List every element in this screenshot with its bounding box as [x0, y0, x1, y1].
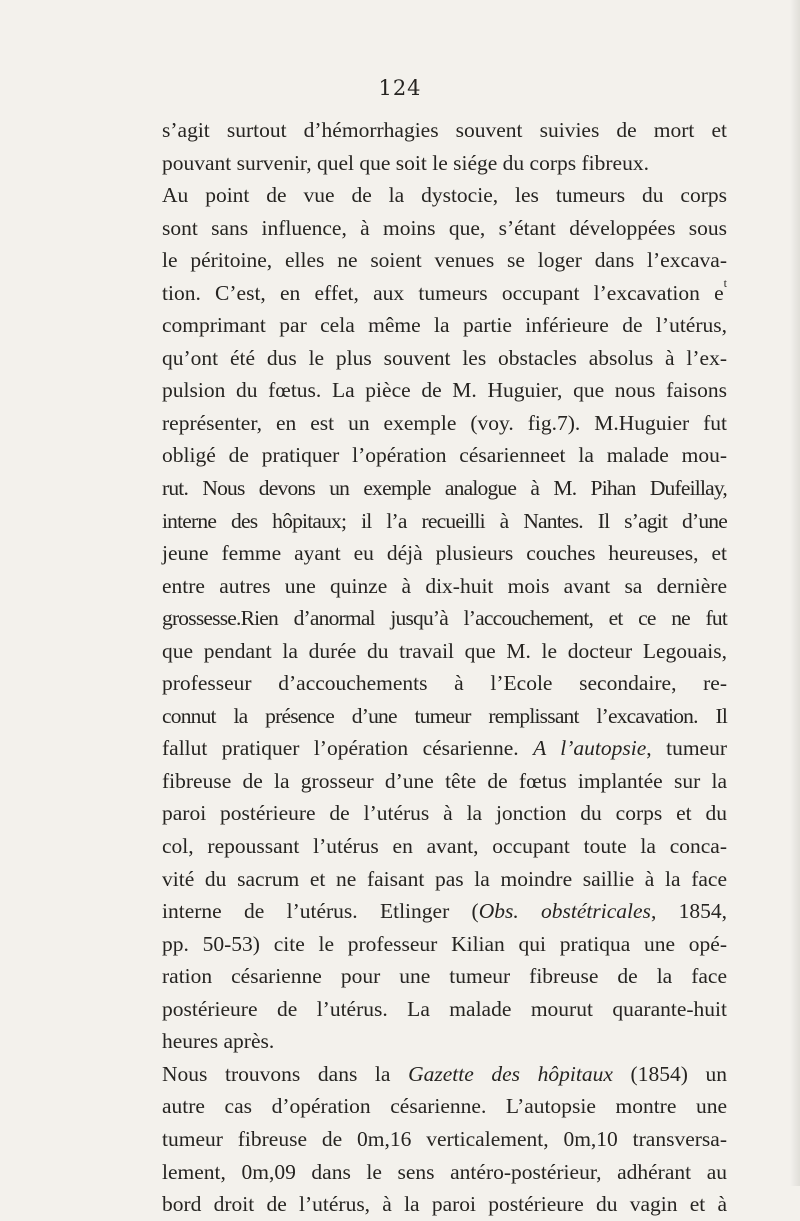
text-line — [162, 700, 727, 733]
line-text: lement, 0m,09 dans le sens antéro-postérieur, adhérant au — [162, 1159, 727, 1184]
line-text: , tumeur — [646, 736, 728, 761]
text-line — [162, 570, 727, 603]
body-text — [162, 114, 727, 1221]
line-text: fibreuse de la grosseur d’une tête de fœtus implantée sur la — [162, 768, 727, 793]
line-text: s’agit surtout d’hémorrhagies souvent suivies de mort et — [162, 118, 727, 142]
text-line — [162, 1025, 727, 1058]
text-line — [162, 797, 727, 830]
text-line — [162, 1123, 727, 1156]
line-text: que pendant la durée du travail que M. le docteur Legouais, — [162, 638, 727, 663]
text-line — [162, 732, 727, 765]
text-line — [162, 114, 727, 147]
line-text: obligé de pratiquer l’opération césarienneet la malade mou- — [162, 443, 727, 468]
line-text: Au point de vue de la dystocie, les tumeurs du corps — [162, 183, 727, 208]
line-text: tumeur fibreuse de 0m,16 verticalement, 0m,10 transversa- — [162, 1126, 727, 1151]
text-line — [162, 472, 727, 505]
line-text: col, repoussant l’utérus en avant, occupant toute la conca- — [162, 834, 727, 859]
line-text: interne de l’utérus. Etlinger ( — [162, 899, 479, 924]
text-line — [162, 1188, 727, 1221]
text-line — [162, 147, 727, 180]
line-text: comprimant par cela même la partie inférieure de l’utérus, — [162, 313, 727, 338]
line-text: , 1854, — [650, 899, 728, 924]
text-line — [162, 374, 727, 407]
page-edge-shadow — [790, 0, 800, 1186]
line-text: pp. 50-53) cite le professeur Kilian qui pratiqua une opé- — [162, 931, 727, 956]
italic-citation: Gazette des hôpitaux — [408, 1061, 613, 1086]
text-line — [162, 1090, 727, 1123]
text-line — [162, 602, 727, 635]
line-text: pouvant survenir, quel que soit le siége du corps fibreux. — [162, 150, 649, 175]
text-line — [162, 505, 727, 538]
line-text: heures après. — [162, 1029, 275, 1054]
line-text: paroi postérieure de l’utérus à la jonction du corps et du — [162, 801, 727, 826]
text-line — [162, 1156, 727, 1189]
line-text: le péritoine, elles ne soient venues se loger dans l’excava- — [162, 248, 727, 273]
text-line — [162, 993, 727, 1026]
line-text: bord droit de l’utérus, à la paroi postérieure du vagin et à — [162, 1192, 727, 1217]
line-text: tion. C’est, en effet, aux tumeurs occupant l’excavation e — [162, 280, 724, 305]
text-line — [162, 830, 727, 863]
superscript-text: t — [723, 275, 727, 290]
line-text: entre autres une quinze à dix-huit mois avant sa dernière — [162, 573, 727, 598]
page-number: 124 — [378, 76, 422, 100]
text-line — [162, 960, 727, 993]
text-line — [162, 635, 727, 668]
line-text: vité du sacrum et ne faisant pas la moindre saillie à la face — [162, 866, 727, 891]
text-line — [162, 212, 727, 245]
text-line — [162, 179, 727, 212]
line-text: (1854) un — [612, 1061, 727, 1086]
line-text: rut. Nous devons un exemple analogue à M. Pihan Dufeillay, — [162, 476, 727, 501]
line-text: représenter, en est un exemple (voy. fig.7). M.Huguier fut — [162, 410, 727, 435]
italic-citation: Obs. obstétricales — [478, 899, 651, 924]
text-line — [162, 277, 727, 310]
line-text: sont sans influence, à moins que, s’étant développées sous — [162, 215, 727, 240]
text-line — [162, 244, 727, 277]
line-text: jeune femme ayant eu déjà plusieurs couches heureuses, et — [162, 541, 727, 566]
line-text: qu’ont été dus le plus souvent les obstacles absolus à l’ex- — [162, 345, 727, 370]
line-text: grossesse.Rien d’anormal jusqu’à l’accouchement, et ce ne fut — [162, 606, 727, 631]
line-text: pulsion du fœtus. La pièce de M. Huguier, que nous faisons — [162, 378, 727, 403]
text-line — [162, 765, 727, 798]
text-line — [162, 863, 727, 896]
line-text: connut la présence d’une tumeur remplissant l’excavation. Il — [162, 703, 727, 728]
text-line — [162, 309, 727, 342]
text-line — [162, 1058, 727, 1091]
text-line — [162, 342, 727, 375]
text-line — [162, 895, 727, 928]
text-line — [162, 667, 727, 700]
text-line — [162, 537, 727, 570]
text-line — [162, 439, 727, 472]
line-text: ration césarienne pour une tumeur fibreuse de la face — [162, 964, 727, 989]
line-text: postérieure de l’utérus. La malade mourut quarante-huit — [162, 996, 727, 1021]
line-text: Nous trouvons dans la — [162, 1061, 409, 1086]
text-line — [162, 928, 727, 961]
line-text: autre cas d’opération césarienne. L’autopsie montre une — [162, 1094, 727, 1119]
italic-citation: A l’autopsie — [533, 736, 647, 761]
line-text: professeur d’accouchements à l’Ecole secondaire, re- — [162, 671, 727, 696]
line-text: fallut pratiquer l’opération césarienne. — [162, 736, 534, 761]
text-line — [162, 407, 727, 440]
line-text: interne des hôpitaux; il l’a recueilli à Nantes. Il s’agit d’une — [162, 508, 727, 533]
